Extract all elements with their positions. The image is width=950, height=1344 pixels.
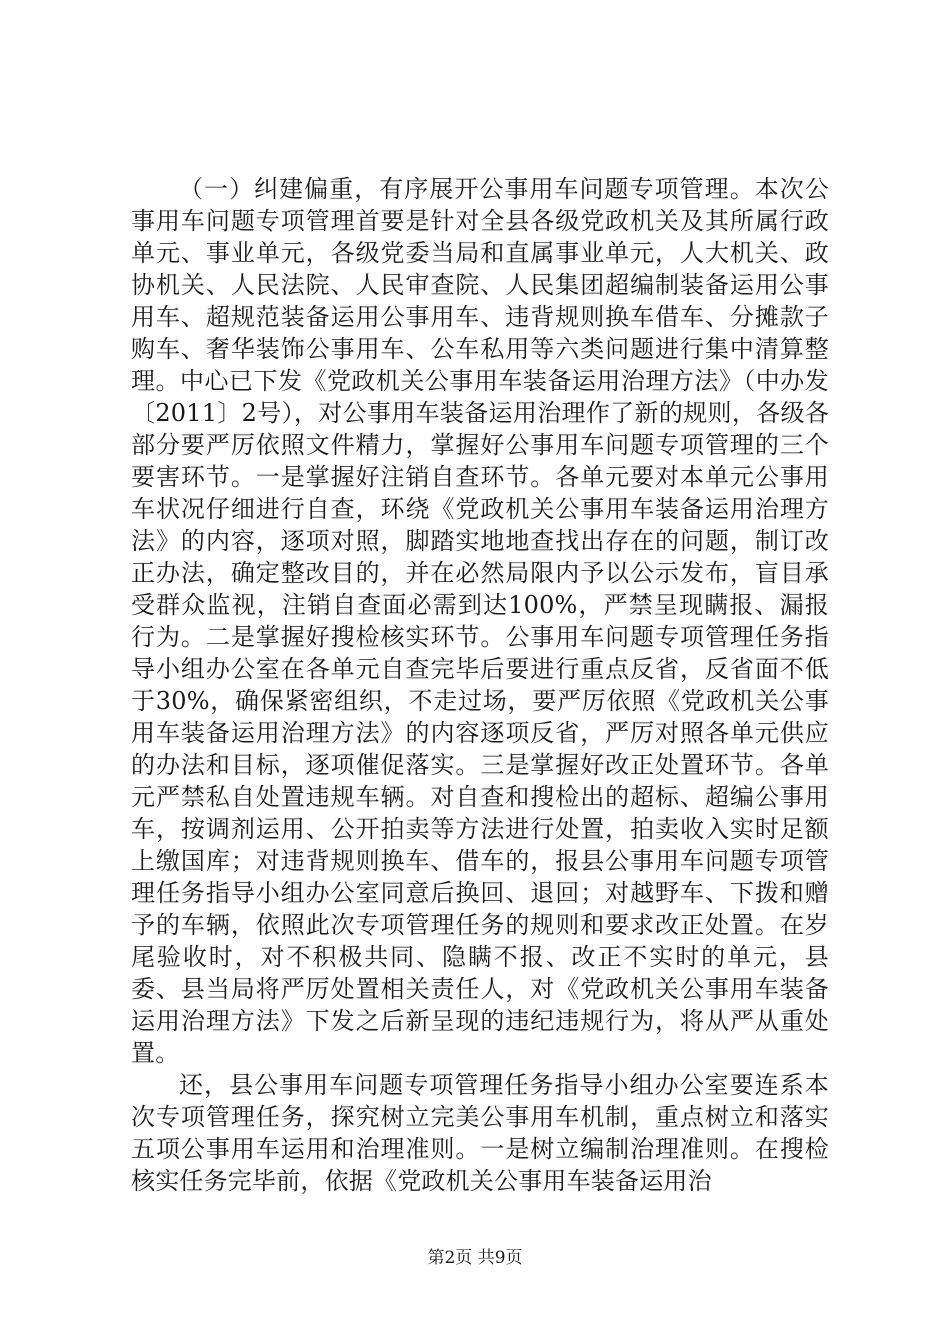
page-footer: 第2页 共9页: [427, 1248, 523, 1268]
document-body: [131, 173, 829, 1197]
paragraph-2: 还，县公事用车问题专项管理任务指导小组办公室要连系本次专项管理任务，探究树立完美公事用车机制，重点树立和落实五项公事用车运用和治理准则。一是树立编制治理准则。在搜检核实任务完毕前，依据《党政机关公事用车装备运用治: [131, 1071, 829, 1195]
paragraph-1: （一）纠建偏重，有序展开公事用车问题专项管理。本次公事用车问题专项管理首要是针对全县各级党政机关及其所属行政单元、事业单元，各级党委当局和直属事业单元，人大机关、政协机关、人民法院、人民审查院、人民集团超编制装备运用公事用车、超规范装备运用公事用车、违背规则换车借车、分摊款子购车、奢华装饰公事用车、公车私用等六类问题进行集中清算整理。中心已下发《党政机关公事用车装备运用治理方法》（中办发〔2011〕2号），对公事用车装备运用治理作了新的规则，各级各部分要严厉依照文件精力，掌握好公事用车问题专项管理的三个要害环节。一是掌握好注销自查环节。各单元要对本单元公事用车状况仔细进行自查，环绕《党政机关公事用车装备运用治理方法》的内容，逐项对照，脚踏实地地查找出存在的问题，制订改正办法，确定整改目的，并在必然局限内予以公示发布，盲目承受群众监视，注销自查面必需到达100%，严禁呈现瞒报、漏报行为。二是掌握好搜检核实环节。公事用车问题专项管理任务指导小组办公室在各单元自查完毕后要进行重点反省，反省面不低于30%，确保紧密组织，不走过场，要严厉依照《党政机关公事用车装备运用治理方法》的内容逐项反省，严厉对照各单元供应的办法和目标，逐项催促落实。三是掌握好改正处置环节。各单元严禁私自处置违规车辆。对自查和搜检出的超标、超编公事用车，按调剂运用、公开拍卖等方法进行处置，拍卖收入实时足额上缴国库；对违背规则换车、借车的，报县公事用车问题专项管理任务指导小组办公室同意后换回、退回；对越野车、下拨和赠予的车辆，依照此次专项管理任务的规则和要求改正处置。在岁尾验收时，对不积极共同、隐瞒不报、改正不实时的单元，县委、县当局将严厉处置相关责任人，对《党政机关公事用车装备运用治理方法》下发之后新呈现的违纪违规行为，将从严从重处置。: [131, 175, 829, 1067]
